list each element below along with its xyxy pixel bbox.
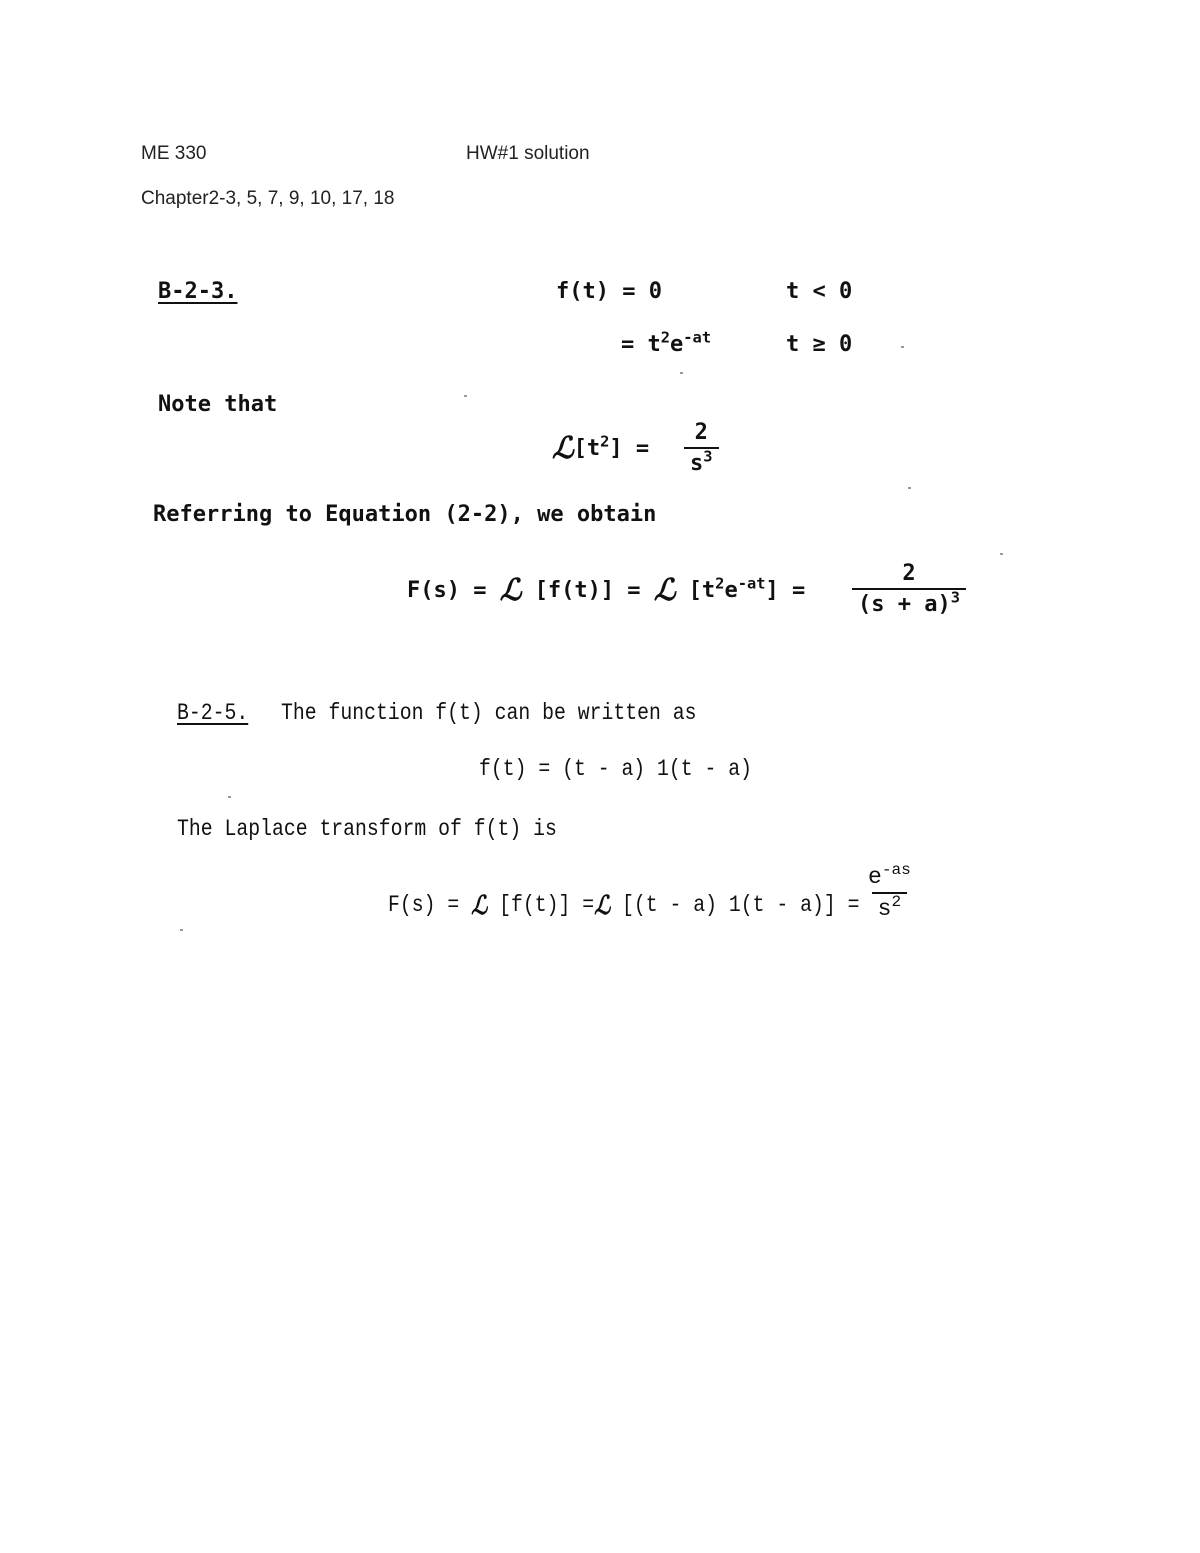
fraction-denominator: $(s + a)^3$ (852, 588, 966, 617)
referring-text: Referring to Equation (2-2), we obtain (153, 502, 657, 527)
scan-speck (1000, 553, 1003, 555)
problem-label-b25: B-2-5. (177, 700, 249, 726)
fraction-numerator: $e^{-as}$ (868, 861, 911, 890)
fraction-denominator: $s^3$ (684, 447, 719, 476)
fraction-denominator: $s^2$ (872, 892, 907, 922)
note-equation: $ℒ[t^2]$ = (552, 431, 650, 466)
problem-label-b23: B-2-3. (158, 279, 238, 304)
piecewise-row2-expr: = $t^2e^{-at}$ (621, 328, 712, 357)
scan-speck (180, 929, 183, 931)
b25-transform-text: The Laplace transform of f(t) is (177, 816, 557, 842)
result-fraction-b25 (862, 861, 917, 922)
note-fraction (684, 420, 719, 476)
note-text: Note that (158, 392, 278, 417)
laplace-symbol: ℒ (552, 431, 574, 466)
document-title: HW#1 solution (466, 143, 590, 164)
piecewise-row1-expr: f(t) = 0 (556, 279, 662, 304)
laplace-symbol: ℒ (653, 573, 676, 608)
b25-function-equation: f(t) = (t - a) 1(t - a) (479, 756, 753, 782)
result-equation-b25: F(s) = ℒ [f(t)] =ℒ [(t - a) 1(t - a)] = (388, 891, 860, 921)
laplace-symbol: ℒ (471, 891, 488, 921)
scan-speck (228, 796, 231, 798)
piecewise-row2-condition: t ≥ 0 (786, 332, 853, 357)
scan-speck (464, 395, 467, 397)
chapter-line: Chapter2-3, 5, 7, 9, 10, 17, 18 (141, 188, 395, 209)
laplace-symbol: ℒ (499, 573, 522, 608)
fraction-numerator: 2 (902, 561, 916, 586)
scan-speck (680, 372, 683, 374)
b25-intro-text: The function f(t) can be written as (281, 700, 697, 726)
scan-speck (901, 346, 904, 348)
course-code: ME 330 (141, 143, 207, 164)
laplace-symbol: ℒ (594, 891, 611, 921)
result-equation-b23: F(s) = ℒ [f(t)] = ℒ $[t^2e^{-at}]$ = (407, 573, 806, 608)
result-fraction-b23 (852, 561, 966, 617)
piecewise-row1-condition: t < 0 (786, 279, 853, 304)
scan-speck (908, 487, 911, 489)
fraction-numerator: 2 (694, 420, 708, 445)
